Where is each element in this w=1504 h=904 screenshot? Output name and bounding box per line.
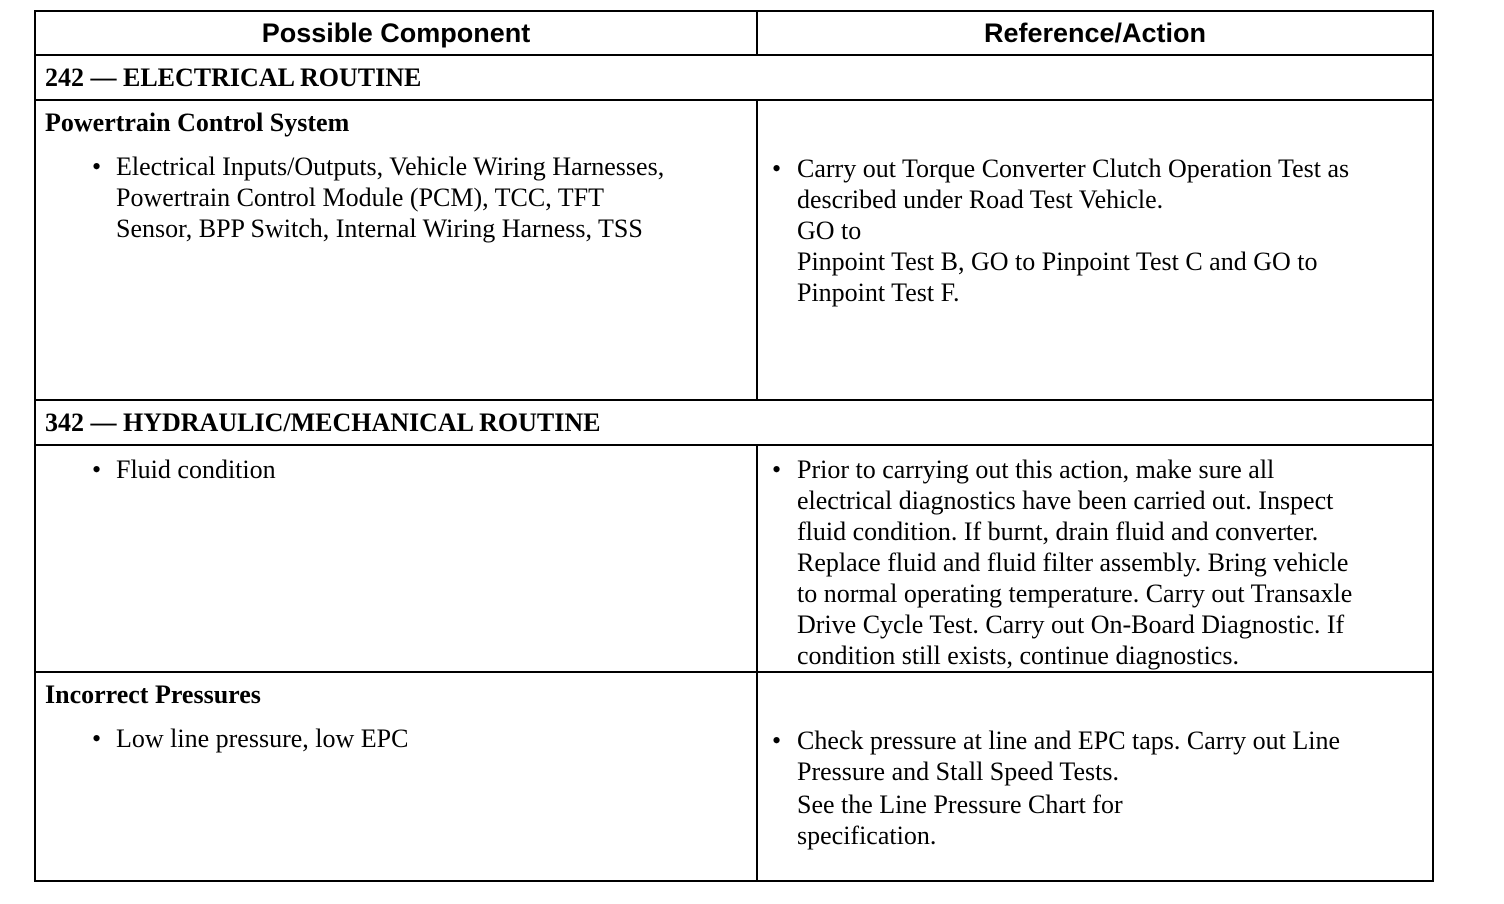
section-row-hydraulic (35, 400, 1433, 445)
text-line: Low line pressure, low EPC (116, 724, 409, 753)
bullet-icon: • (772, 455, 782, 484)
bullet-icon: • (92, 152, 102, 181)
text-line: Drive Cycle Test. Carry out On-Board Diagnostic. If (797, 610, 1345, 639)
text-line: fluid condition. If burnt, drain fluid and converter. (797, 517, 1319, 546)
spacer (36, 711, 756, 723)
header-row (35, 11, 1433, 55)
action-list-powertrain (758, 153, 1432, 308)
text-line: Carry out Torque Converter Clutch Operation Test as (797, 154, 1350, 183)
list-item (36, 723, 756, 754)
table-row-pressures (35, 672, 1433, 881)
group-title-pressures: Incorrect Pressures (45, 680, 261, 709)
component-list-powertrain (36, 151, 756, 244)
header-reference-action: Reference/Action (757, 11, 1433, 55)
text-line: See the Line Pressure Chart for (797, 790, 1123, 819)
action-cell-powertrain (757, 100, 1433, 400)
text-line: Sensor, BPP Switch, Internal Wiring Harness, TSS (116, 214, 643, 243)
table-row-fluid (35, 445, 1433, 672)
spacer (36, 139, 756, 151)
table-row-powertrain (35, 100, 1433, 400)
list-item (36, 454, 756, 485)
component-cell-pressures (35, 672, 757, 881)
spacer (36, 446, 756, 454)
text-line: Electrical Inputs/Outputs, Vehicle Wiring Harnesses, (116, 152, 665, 181)
text-line: condition still exists, continue diagnostics. (797, 641, 1239, 670)
list-item (758, 725, 1432, 851)
text-line: Replace fluid and fluid filter assembly. Bring vehicle (797, 548, 1349, 577)
spacer (758, 101, 1432, 153)
text-line: to normal operating temperature. Carry out Transaxle (797, 579, 1353, 608)
text-line: described under Road Test Vehicle. (797, 185, 1164, 214)
text-line: specification. (797, 821, 937, 850)
text-line: GO to (797, 216, 862, 245)
header-possible-component: Possible Component (35, 11, 757, 55)
text-line: Prior to carrying out this action, make sure all (797, 455, 1275, 484)
component-list-pressures (36, 723, 756, 754)
text-line: Pressure and Stall Speed Tests. (797, 757, 1119, 786)
text-line: electrical diagnostics have been carried out. Inspect (797, 486, 1334, 515)
bullet-icon: • (92, 724, 102, 753)
group-title-powertrain: Powertrain Control System (45, 108, 350, 137)
text-line: Check pressure at line and EPC taps. Carry out Line (797, 726, 1340, 755)
text-line: Fluid condition (116, 455, 276, 484)
section-title-electrical: 242 — ELECTRICAL ROUTINE (35, 55, 1433, 100)
action-cell-fluid (757, 445, 1433, 672)
section-row-electrical (35, 55, 1433, 100)
list-item (36, 151, 756, 244)
list-item (758, 454, 1432, 671)
bullet-icon: • (772, 726, 782, 755)
spacer (758, 446, 1432, 454)
component-cell-fluid (35, 445, 757, 672)
action-list-fluid (758, 454, 1432, 671)
text-line: Powertrain Control Module (PCM), TCC, TFT (116, 183, 604, 212)
component-cell-powertrain (35, 100, 757, 400)
text-line: Pinpoint Test F. (797, 278, 960, 307)
bullet-icon: • (92, 455, 102, 484)
text-line: Pinpoint Test B, GO to Pinpoint Test C and GO to (797, 247, 1318, 276)
component-list-fluid (36, 454, 756, 485)
bullet-icon: • (772, 154, 782, 183)
list-item (758, 153, 1432, 308)
spacer (758, 673, 1432, 725)
action-cell-pressures (757, 672, 1433, 881)
section-title-hydraulic: 342 — HYDRAULIC/MECHANICAL ROUTINE (35, 400, 1433, 445)
action-list-pressures (758, 725, 1432, 851)
diagnosis-table (34, 10, 1434, 882)
